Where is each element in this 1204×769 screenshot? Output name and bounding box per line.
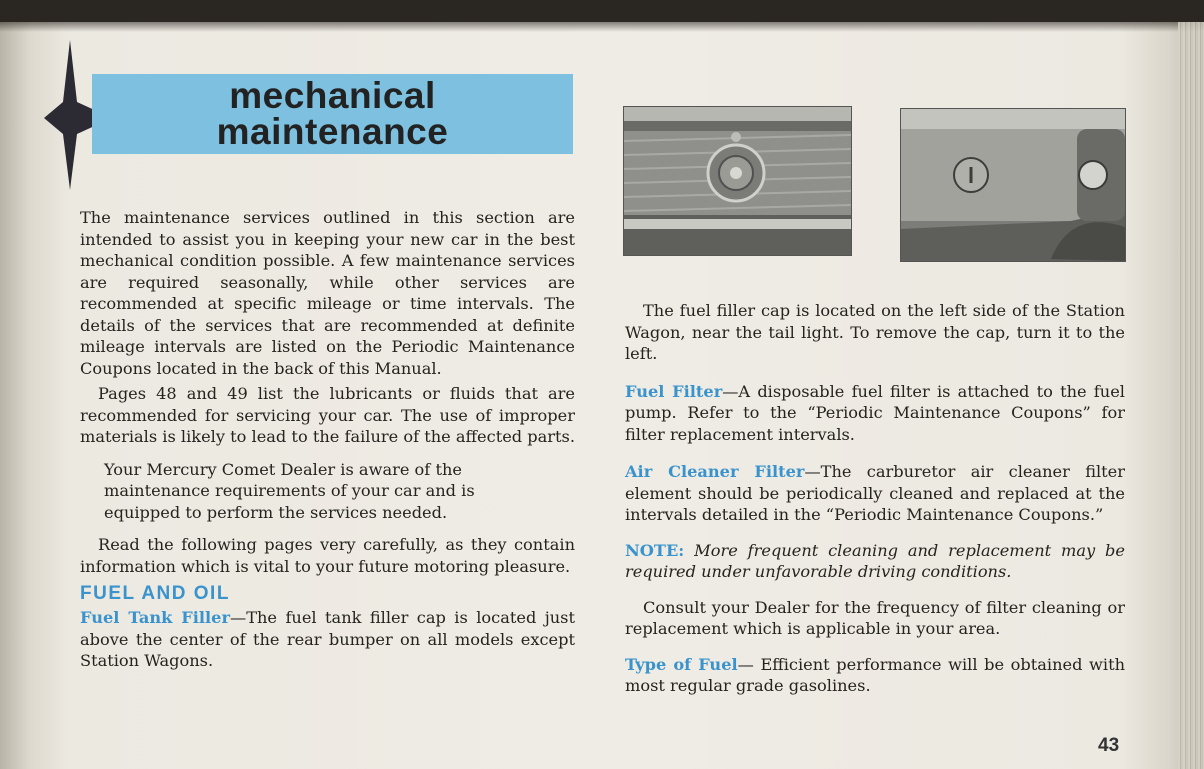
right-column (625, 300, 1125, 697)
consult-paragraph: Consult your Dealer for the frequency of filter cleaning or replacement which is applicable in your area. (625, 597, 1125, 638)
intro-paragraph: The maintenance services outlined in this section are intended to assist you in keeping your new car in the best mechanical condition possible. A few maintenance services are required seasonally, while other services are recommended at specific mileage or time intervals. The details of the services that are recommended at definite mileage intervals are listed on the Periodic Maintenance Coupons located in the back of this Manual. (80, 208, 575, 378)
fuel-tank-text: —The fuel tank filler cap is located just above the center of the rear bumper on all models except Station Wagons. (80, 608, 575, 670)
page-top-shadow (0, 22, 1204, 32)
page-title-banner (92, 74, 573, 154)
fuel-and-oil-heading: FUEL AND OIL (80, 583, 230, 604)
station-wagon-paragraph: The fuel filler cap is located on the left side of the Station Wagon, near the tail light. To remove the cap, turn it to the left. (625, 301, 1125, 363)
dealer-paragraph: Your Mercury Comet Dealer is aware of the maintenance requirements of your car and is equipped to perform the services needed. (104, 459, 475, 522)
manual-page (0, 22, 1204, 769)
fuel-filter-term: Fuel Filter (625, 381, 723, 401)
page-title-line-1: mechanical (229, 75, 436, 116)
fuel-filter-text: —A disposable fuel filter is attached to the fuel pump. Refer to the “Periodic Maintenance Coupons” for filter replacement intervals. (625, 381, 1125, 444)
rear-bumper-filler-cap-photo (623, 106, 852, 256)
fuel-filter-paragraph (625, 381, 1125, 446)
note-paragraph (625, 540, 1125, 583)
read-paragraph: Read the following pages very carefully, as they contain information which is vital to your future motoring pleasure. (80, 535, 575, 576)
rear-bumper-photo-illustration (624, 107, 851, 255)
tail-light-photo-illustration (901, 109, 1125, 261)
note-text: More frequent cleaning and replacement may be required under unfavorable driving conditions. (625, 540, 1125, 581)
note-label: NOTE: (625, 540, 685, 560)
type-of-fuel-text: — Efficient performance will be obtained with most regular grade gasolines. (625, 654, 1125, 695)
fuel-tank-term: Fuel Tank Filler (80, 608, 231, 627)
lubricants-paragraph: Pages 48 and 49 list the lubricants or fluids that are recommended for servicing your car. The use of improper materials is likely to lead to the failure of the affected parts. (80, 384, 576, 446)
page-edges (1178, 22, 1204, 769)
air-cleaner-paragraph (625, 461, 1125, 526)
page-number: 43 (1098, 735, 1120, 756)
type-of-fuel-term: Type of Fuel (625, 654, 738, 674)
left-column (80, 207, 575, 672)
page-title-line-2: maintenance (216, 111, 449, 152)
station-wagon-filler-cap-photo (900, 108, 1126, 262)
air-cleaner-text: —The carburetor air cleaner filter element should be periodically cleaned and replaced at the intervals detailed in the “Periodic Maintenance Coupons.” (625, 462, 1125, 524)
air-cleaner-term: Air Cleaner Filter (625, 462, 805, 481)
fuel-tank-paragraph (80, 607, 575, 672)
type-of-fuel-paragraph (625, 654, 1125, 697)
